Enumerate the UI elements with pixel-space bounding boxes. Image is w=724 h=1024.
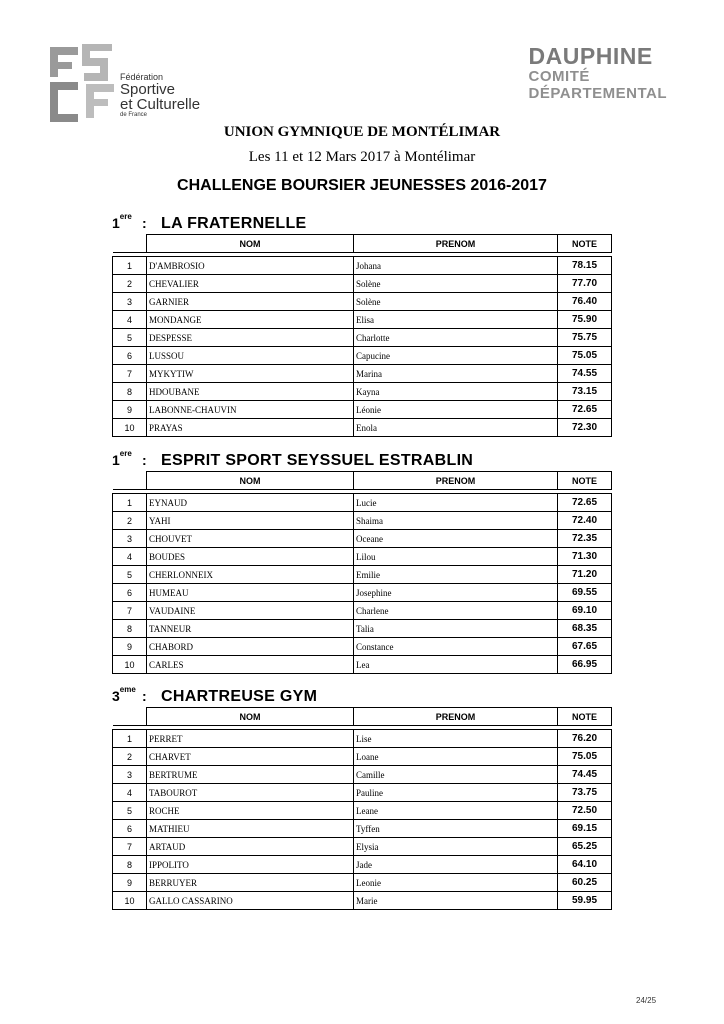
- col-nom: NOM: [147, 235, 354, 253]
- table-row: [113, 419, 612, 437]
- rank-cell: 6: [113, 820, 147, 838]
- rank-cell: 7: [113, 365, 147, 383]
- rank-cell: 9: [113, 638, 147, 656]
- section-title: [112, 685, 612, 707]
- table-row: [113, 748, 612, 766]
- note-cell: 59.95: [558, 892, 612, 910]
- rank-label: 1ere: [112, 449, 132, 468]
- rank-cell: 3: [113, 530, 147, 548]
- table-row: [113, 620, 612, 638]
- note-cell: 60.25: [558, 874, 612, 892]
- nom-cell: ROCHE: [147, 802, 354, 820]
- table-row: [113, 275, 612, 293]
- organizer-title: UNION GYMNIQUE DE MONTÉLIMAR: [223, 124, 501, 140]
- prenom-cell: Pauline: [354, 784, 558, 802]
- nom-cell: CHEVALIER: [147, 275, 354, 293]
- rank-cell: 5: [113, 566, 147, 584]
- note-cell: 64.10: [558, 856, 612, 874]
- club-name: LA FRATERNELLE: [161, 215, 307, 232]
- note-cell: 73.15: [558, 383, 612, 401]
- prenom-cell: Oceane: [354, 530, 558, 548]
- table-row: [113, 874, 612, 892]
- nom-cell: HDOUBANE: [147, 383, 354, 401]
- event-dates: Les 11 et 12 Mars 2017 à Montélimar: [248, 149, 476, 165]
- rank-cell: 1: [113, 730, 147, 748]
- note-cell: 65.25: [558, 838, 612, 856]
- fscf-logo-text: [120, 73, 200, 118]
- table-row: [113, 802, 612, 820]
- note-cell: 72.35: [558, 530, 612, 548]
- table-header: [113, 472, 612, 490]
- logo-line-3: et Culturelle: [120, 96, 201, 113]
- nom-cell: CHARVET: [147, 748, 354, 766]
- rank-colon: :: [142, 452, 147, 468]
- note-cell: 67.65: [558, 638, 612, 656]
- prenom-cell: Tyffen: [354, 820, 558, 838]
- rank-cell: 6: [113, 347, 147, 365]
- nom-cell: TABOUROT: [147, 784, 354, 802]
- table-row: [113, 512, 612, 530]
- prenom-cell: Capucine: [354, 347, 558, 365]
- prenom-cell: Shaima: [354, 512, 558, 530]
- page-number: 24/25: [636, 996, 657, 1005]
- rank-cell: 8: [113, 856, 147, 874]
- col-prenom: PRENOM: [354, 708, 558, 726]
- note-cell: 74.45: [558, 766, 612, 784]
- rank-label: 1ere: [112, 212, 132, 231]
- note-cell: 72.65: [558, 401, 612, 419]
- table-header: [113, 235, 612, 253]
- prenom-cell: Kayna: [354, 383, 558, 401]
- note-cell: 76.40: [558, 293, 612, 311]
- dauphine-logo: [529, 44, 667, 102]
- logo-line-1: Fédération: [120, 72, 164, 82]
- nom-cell: CARLES: [147, 656, 354, 674]
- note-cell: 75.05: [558, 347, 612, 365]
- prenom-cell: Lea: [354, 656, 558, 674]
- challenge-title: CHALLENGE BOURSIER JEUNESSES 2016-2017: [177, 177, 547, 194]
- col-prenom: PRENOM: [354, 235, 558, 253]
- nom-cell: EYNAUD: [147, 494, 354, 512]
- nom-cell: YAHI: [147, 512, 354, 530]
- section-1: [112, 212, 612, 433]
- nom-cell: IPPOLITO: [147, 856, 354, 874]
- rank-cell: 7: [113, 838, 147, 856]
- prenom-cell: Elisa: [354, 311, 558, 329]
- nom-cell: CHOUVET: [147, 530, 354, 548]
- table-row: [113, 530, 612, 548]
- table-row: [113, 838, 612, 856]
- note-cell: 68.35: [558, 620, 612, 638]
- club-name: CHARTREUSE GYM: [161, 688, 318, 705]
- rank-cell: 1: [113, 494, 147, 512]
- col-note: NOTE: [558, 708, 612, 726]
- results-table: [112, 471, 612, 674]
- section-title: [112, 449, 612, 471]
- note-cell: 75.75: [558, 329, 612, 347]
- dauphine-line-2: COMITÉ: [528, 68, 590, 86]
- rank-cell: 2: [113, 275, 147, 293]
- nom-cell: MYKYTIW: [147, 365, 354, 383]
- table-row: [113, 311, 612, 329]
- prenom-cell: Marie: [354, 892, 558, 910]
- note-cell: 72.40: [558, 512, 612, 530]
- note-cell: 78.15: [558, 257, 612, 275]
- rank-cell: 1: [113, 257, 147, 275]
- table-row: [113, 566, 612, 584]
- table-row: [113, 730, 612, 748]
- nom-cell: D'AMBROSIO: [147, 257, 354, 275]
- fscf-logo: [50, 44, 230, 122]
- rank-cell: 6: [113, 584, 147, 602]
- table-header: [113, 708, 612, 726]
- dauphine-line-3: DÉPARTEMENTAL: [528, 84, 667, 102]
- section-title: [112, 212, 612, 234]
- table-row: [113, 856, 612, 874]
- note-cell: 71.20: [558, 566, 612, 584]
- note-cell: 69.15: [558, 820, 612, 838]
- col-nom: NOM: [147, 708, 354, 726]
- table-row: [113, 548, 612, 566]
- nom-cell: GALLO CASSARINO: [147, 892, 354, 910]
- table-row: [113, 656, 612, 674]
- rank-cell: 4: [113, 784, 147, 802]
- rank-cell: 9: [113, 874, 147, 892]
- dauphine-title: DAUPHINE: [528, 43, 653, 69]
- table-row: [113, 347, 612, 365]
- rank-cell: 3: [113, 293, 147, 311]
- nom-cell: BERRUYER: [147, 874, 354, 892]
- note-cell: 73.75: [558, 784, 612, 802]
- nom-cell: ARTAUD: [147, 838, 354, 856]
- prenom-cell: Léonie: [354, 401, 558, 419]
- nom-cell: BOUDES: [147, 548, 354, 566]
- prenom-cell: Constance: [354, 638, 558, 656]
- table-row: [113, 365, 612, 383]
- prenom-cell: Leonie: [354, 874, 558, 892]
- prenom-cell: Johana: [354, 257, 558, 275]
- rank-cell: 3: [113, 766, 147, 784]
- rank-cell: 2: [113, 748, 147, 766]
- table-row: [113, 638, 612, 656]
- rank-colon: :: [142, 215, 147, 231]
- note-cell: 69.55: [558, 584, 612, 602]
- note-cell: 75.90: [558, 311, 612, 329]
- rank-cell: 5: [113, 802, 147, 820]
- prenom-cell: Talia: [354, 620, 558, 638]
- rank-cell: 2: [113, 512, 147, 530]
- fscf-logo-mark: [50, 44, 114, 122]
- nom-cell: BERTRUME: [147, 766, 354, 784]
- rank-cell: 4: [113, 548, 147, 566]
- nom-cell: DESPESSE: [147, 329, 354, 347]
- table-row: [113, 401, 612, 419]
- rank-cell: 4: [113, 311, 147, 329]
- prenom-cell: Marina: [354, 365, 558, 383]
- rank-cell: 10: [113, 892, 147, 910]
- prenom-cell: Solène: [354, 293, 558, 311]
- nom-cell: TANNEUR: [147, 620, 354, 638]
- nom-cell: MONDANGE: [147, 311, 354, 329]
- table-row: [113, 494, 612, 512]
- table-row: [113, 820, 612, 838]
- note-cell: 71.30: [558, 548, 612, 566]
- rank-cell: 7: [113, 602, 147, 620]
- nom-cell: GARNIER: [147, 293, 354, 311]
- nom-cell: MATHIEU: [147, 820, 354, 838]
- note-cell: 76.20: [558, 730, 612, 748]
- col-nom: NOM: [147, 472, 354, 490]
- section-3: [112, 685, 612, 906]
- nom-cell: LABONNE-CHAUVIN: [147, 401, 354, 419]
- col-prenom: PRENOM: [354, 472, 558, 490]
- prenom-cell: Solène: [354, 275, 558, 293]
- rank-cell: 8: [113, 383, 147, 401]
- nom-cell: CHERLONNEIX: [147, 566, 354, 584]
- rank-label: 3eme: [112, 685, 136, 704]
- nom-cell: VAUDAINE: [147, 602, 354, 620]
- prenom-cell: Lucie: [354, 494, 558, 512]
- table-row: [113, 293, 612, 311]
- prenom-cell: Elysia: [354, 838, 558, 856]
- note-cell: 75.05: [558, 748, 612, 766]
- logo-line-2: Sportive: [120, 81, 176, 98]
- rank-cell: 10: [113, 656, 147, 674]
- col-note: NOTE: [558, 472, 612, 490]
- note-cell: 72.30: [558, 419, 612, 437]
- section-2: [112, 449, 612, 670]
- rank-cell: 5: [113, 329, 147, 347]
- note-cell: 69.10: [558, 602, 612, 620]
- prenom-cell: Charlotte: [354, 329, 558, 347]
- prenom-cell: Josephine: [354, 584, 558, 602]
- rank-cell: 8: [113, 620, 147, 638]
- prenom-cell: Camille: [354, 766, 558, 784]
- note-cell: 74.55: [558, 365, 612, 383]
- prenom-cell: Jade: [354, 856, 558, 874]
- note-cell: 66.95: [558, 656, 612, 674]
- results-table: [112, 707, 612, 910]
- prenom-cell: Emilie: [354, 566, 558, 584]
- prenom-cell: Leane: [354, 802, 558, 820]
- table-row: [113, 383, 612, 401]
- table-row: [113, 766, 612, 784]
- table-row: [113, 584, 612, 602]
- note-cell: 72.65: [558, 494, 612, 512]
- note-cell: 77.70: [558, 275, 612, 293]
- nom-cell: PRAYAS: [147, 419, 354, 437]
- table-row: [113, 257, 612, 275]
- nom-cell: HUMEAU: [147, 584, 354, 602]
- rank-cell: 10: [113, 419, 147, 437]
- prenom-cell: Loane: [354, 748, 558, 766]
- prenom-cell: Charlene: [354, 602, 558, 620]
- table-row: [113, 329, 612, 347]
- note-cell: 72.50: [558, 802, 612, 820]
- table-row: [113, 784, 612, 802]
- nom-cell: PERRET: [147, 730, 354, 748]
- nom-cell: LUSSOU: [147, 347, 354, 365]
- table-row: [113, 602, 612, 620]
- nom-cell: CHABORD: [147, 638, 354, 656]
- rank-colon: :: [142, 688, 147, 704]
- prenom-cell: Lilou: [354, 548, 558, 566]
- results-table: [112, 234, 612, 437]
- table-row: [113, 892, 612, 910]
- prenom-cell: Lise: [354, 730, 558, 748]
- col-note: NOTE: [558, 235, 612, 253]
- club-name: ESPRIT SPORT SEYSSUEL ESTRABLIN: [161, 452, 474, 469]
- prenom-cell: Enola: [354, 419, 558, 437]
- rank-cell: 9: [113, 401, 147, 419]
- logo-line-4: de France: [120, 112, 148, 118]
